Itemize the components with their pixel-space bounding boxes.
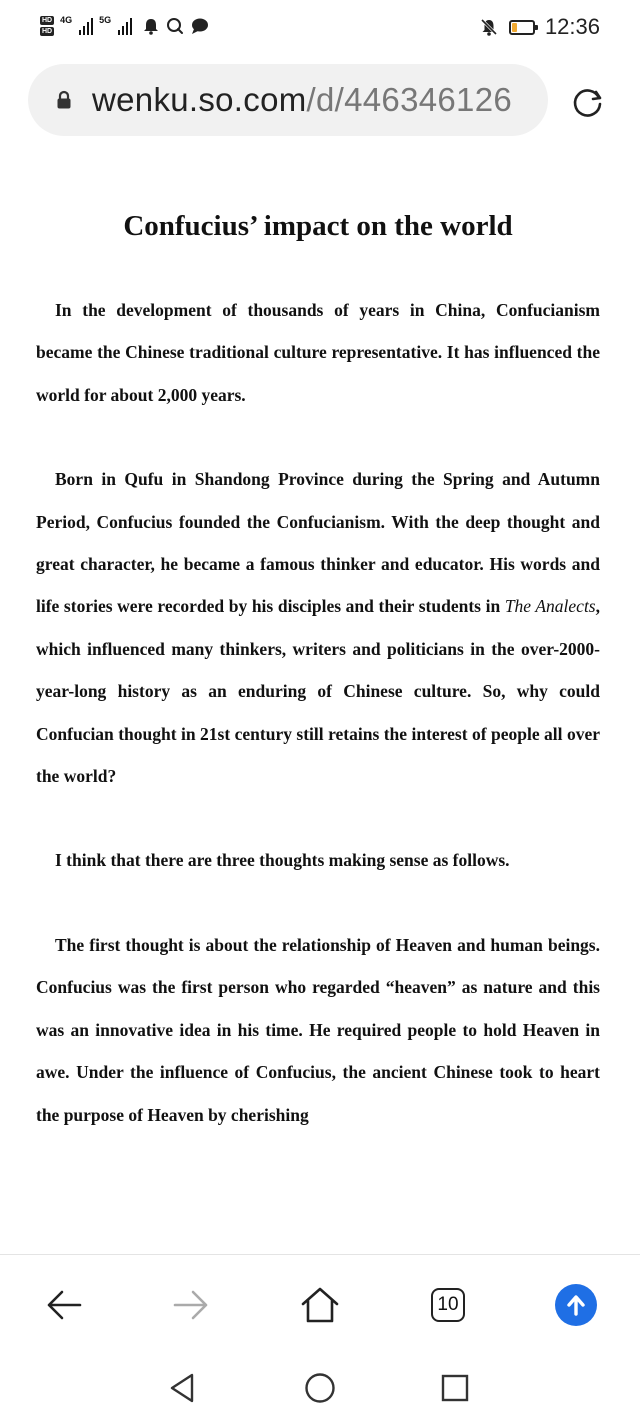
tab-count: 10 (431, 1288, 465, 1322)
reload-icon[interactable] (570, 84, 606, 120)
upload-circle (555, 1284, 597, 1326)
paragraph-4: The first thought is about the relationship of Heaven and human beings. Confucius was the first person who regarded “heaven” as nature and this was an innovative idea in his time. He required people to hold Heaven in awe. Under the influence of Confucius, the ancient Chinese took to heart the purpose of Heaven by cherishing (36, 934, 600, 1125)
home-icon (299, 1285, 341, 1325)
url-path: /d/446346126 (306, 81, 512, 118)
tabs-button[interactable] (423, 1280, 473, 1330)
url-host: wenku.so.com (92, 81, 307, 118)
document-title: Confucius’ impact on the world (123, 210, 513, 242)
triangle-back-icon (168, 1372, 198, 1404)
address-bar[interactable] (28, 64, 548, 136)
book-title-analects: The Analects (504, 596, 596, 617)
paragraph-1: In the development of thousands of years in China, Confucianism became the Chinese traditional culture representative. It has influenced the world for about 2,000 years. (36, 300, 600, 405)
network-4g-label: 4G (60, 15, 73, 25)
arrow-right-icon (171, 1287, 211, 1323)
square-recents-icon (440, 1373, 470, 1403)
system-back-button[interactable] (161, 1366, 205, 1410)
bottom-divider (0, 1254, 640, 1255)
system-recents-button[interactable] (433, 1366, 477, 1410)
status-left (40, 16, 210, 36)
lock-icon (54, 90, 74, 110)
signal-icon-2 (118, 17, 132, 35)
paragraph-2-text-end: , which influenced many thinkers, writers and politicians in the over-2000-year-long history as an enduring of Chinese culture. So, why could Confucian thought in 21st century still retains the interest of people all over the world? (36, 596, 600, 787)
system-home-button[interactable] (298, 1366, 342, 1410)
status-right (479, 14, 600, 40)
hd-icon: HD HD (42, 17, 53, 35)
battery-icon (509, 20, 535, 35)
url-text[interactable] (92, 81, 512, 119)
arrow-left-icon (44, 1287, 84, 1323)
battery-fill (512, 23, 517, 32)
clock: 12:36 (544, 14, 600, 39)
mute-icon (479, 17, 499, 37)
forward-button[interactable] (166, 1280, 216, 1330)
signal-icon (79, 17, 93, 35)
paragraph-3: I think that there are three thoughts making sense as follows. (55, 850, 510, 871)
notification-icon (142, 17, 160, 35)
status-bar (0, 0, 640, 60)
back-button[interactable] (39, 1280, 89, 1330)
paragraph-2 (36, 458, 600, 797)
document-page (36, 196, 600, 1136)
network-5g-label: 5G (99, 15, 112, 25)
qq-icon (166, 17, 184, 35)
chat-icon (190, 17, 210, 35)
arrow-up-icon (564, 1293, 588, 1317)
home-button[interactable] (295, 1280, 345, 1330)
circle-home-icon (304, 1372, 336, 1404)
scroll-top-button[interactable] (551, 1280, 601, 1330)
paragraph-2-text: Born in Qufu in Shandong Province during the Spring and Autumn Period, Confucius founded the Confucianism. With the deep thought and great character, he became a famous thinker and educator. His words and life stories were recorded by his disciples and their students in (36, 469, 600, 617)
